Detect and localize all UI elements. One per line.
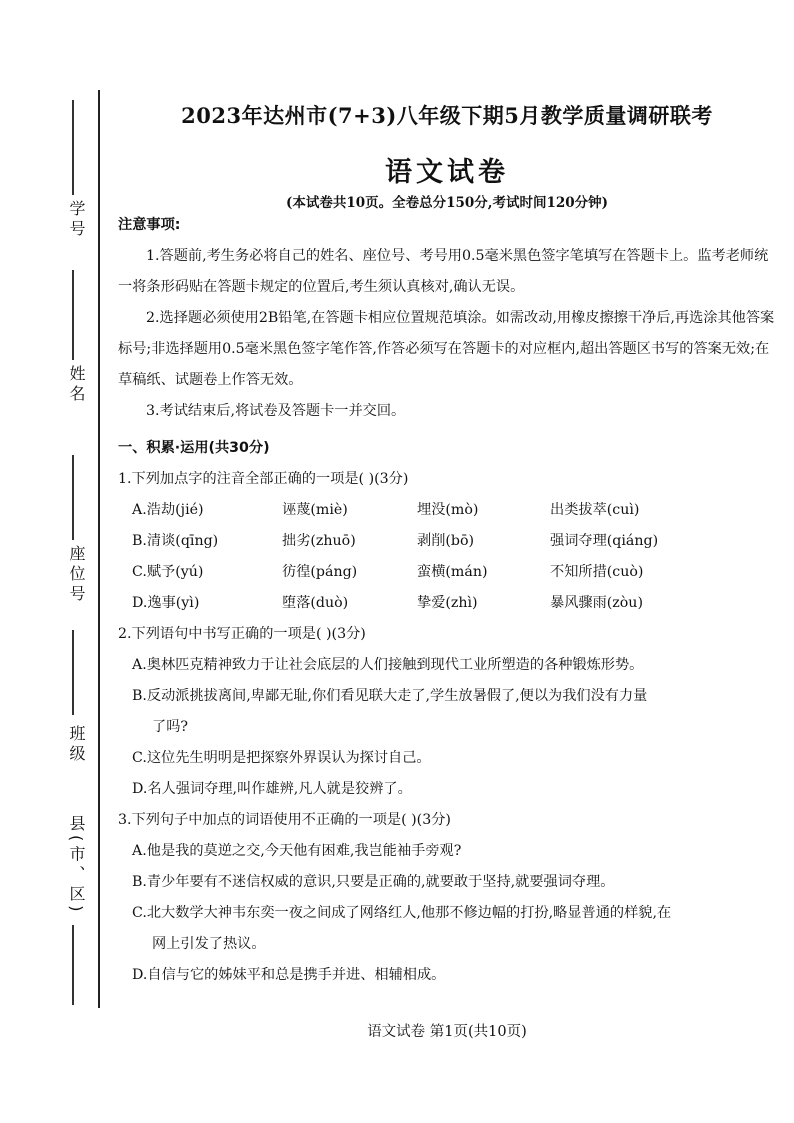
- option-cell: 诬蔑(miè): [282, 502, 348, 518]
- section-heading: 一、积累·运用(共30分): [118, 440, 270, 456]
- option-cell: 拙劣(zhuō): [282, 533, 356, 549]
- option-cell: 彷徨(páng): [282, 564, 358, 580]
- question-3-option-b: B.青少年要有不迷信权威的意识,只要是正确的,就要敢于坚持,就要强词夺理。: [132, 874, 615, 890]
- question-1: [118, 464, 776, 619]
- question-1-option-c: [118, 557, 776, 588]
- student-id-fill-line: [72, 100, 74, 195]
- exam-title: 2023年达州市(7+3)八年级下期5月教学质量调研联考: [181, 103, 713, 128]
- question-1-option-a: [118, 495, 776, 526]
- class-label: 班级: [67, 725, 86, 765]
- question-2-option-d: D.名人强词夺理,叫作雄辨,凡人就是狡辨了。: [132, 781, 412, 797]
- name-label: 姓名: [67, 365, 86, 405]
- question-2: [118, 619, 776, 805]
- option-cell: 剥削(bō): [417, 533, 475, 549]
- option-cell: A.浩劫(jié): [132, 502, 204, 518]
- question-2-stem: 2.下列语句中书写正确的一项是( )(3分): [118, 626, 366, 642]
- question-2-option-c: C.这位先生明明是把探察外界误认为探讨自己。: [132, 750, 431, 766]
- option-cell: 暴风骤雨(zòu): [550, 595, 643, 611]
- question-3-option-d: D.自信与它的姊妹平和总是携手并进、相辅相成。: [132, 967, 446, 983]
- option-cell: 出类拔萃(cuì): [550, 502, 640, 518]
- question-3-option-a: A.他是我的莫逆之交,今天他有困难,我岂能袖手旁观?: [132, 843, 462, 859]
- option-cell: 强词夺理(qiáng): [550, 533, 659, 549]
- question-1-option-b: [118, 526, 776, 557]
- question-3: [118, 805, 776, 991]
- question-3-stem: 3.下列句子中加点的词语使用不正确的一项是( )(3分): [118, 812, 451, 828]
- option-cell: 蛮横(mán): [417, 564, 488, 580]
- question-2-option-b: B.反动派挑拔离间,卑鄙无耻,你们看见联大走了,学生放暑假了,便以为我们没有力量: [132, 688, 648, 704]
- notice-item-1: 1.答题前,考生务必将自己的姓名、座位号、考号用0.5毫米黑色签字笔填写在答题卡上。监考老师统一将条形码贴在答题卡规定的位置后,考生须认真核对,确认无误。: [118, 248, 769, 295]
- question-3-option-c-cont: 网上引发了热议。: [152, 936, 266, 952]
- binding-border-line: [98, 90, 100, 1008]
- option-cell: 堕落(duò): [282, 595, 349, 611]
- seat-number-fill-line: [72, 455, 74, 540]
- option-cell: 挚爱(zhì): [417, 595, 478, 611]
- county-label: 县(市、区): [67, 815, 86, 916]
- question-3-option-c: C.北大数学大神韦东奕一夜之间成了网络红人,他那不修边幅的打扮,略显普通的样貌,在: [132, 905, 672, 921]
- binding-margin: [0, 0, 100, 1123]
- county-fill-line: [72, 925, 74, 1005]
- option-cell: C.赋予(yú): [132, 564, 204, 580]
- subject-title: 语文试卷: [385, 157, 509, 188]
- student-id-label: 学号: [67, 200, 86, 240]
- question-2-option-a: A.奥林匹克精神致力于让社会底层的人们接触到现代工业所塑造的各种锻炼形势。: [132, 657, 644, 673]
- question-1-option-d: [118, 588, 776, 619]
- notice-section: [118, 210, 776, 427]
- seat-number-label: 座位号: [67, 545, 86, 605]
- option-cell: 不知所措(cuò): [550, 564, 644, 580]
- notice-item-3: 3.考试结束后,将试卷及答题卡一并交回。: [146, 403, 406, 419]
- notice-item-2: 2.选择题必须使用2B铅笔,在答题卡相应位置规范填涂。如需改动,用橡皮擦擦干净后,再选涂其他答案标号;非选择题用0.5毫米黑色签字笔作答,作答必须写在答题卡的对应框内,超出答题区书写的答案无效;在草稿纸、试题卷上作答无效。: [118, 310, 775, 388]
- question-1-stem: 1.下列加点字的注音全部正确的一项是( )(3分): [118, 471, 409, 487]
- option-cell: B.清谈(qīng): [132, 533, 219, 549]
- notice-heading: 注意事项:: [118, 217, 181, 233]
- option-cell: 埋没(mò): [417, 502, 479, 518]
- exam-info: (本试卷共10页。全卷总分150分,考试时间120分钟): [285, 195, 609, 211]
- option-cell: D.逸事(yì): [132, 595, 200, 611]
- question-2-option-b-cont: 了吗?: [152, 719, 188, 735]
- name-fill-line: [72, 270, 74, 360]
- section-1: [118, 433, 776, 991]
- page-footer: 语文试卷 第1页(共10页): [367, 1024, 527, 1040]
- class-fill-line: [72, 630, 74, 715]
